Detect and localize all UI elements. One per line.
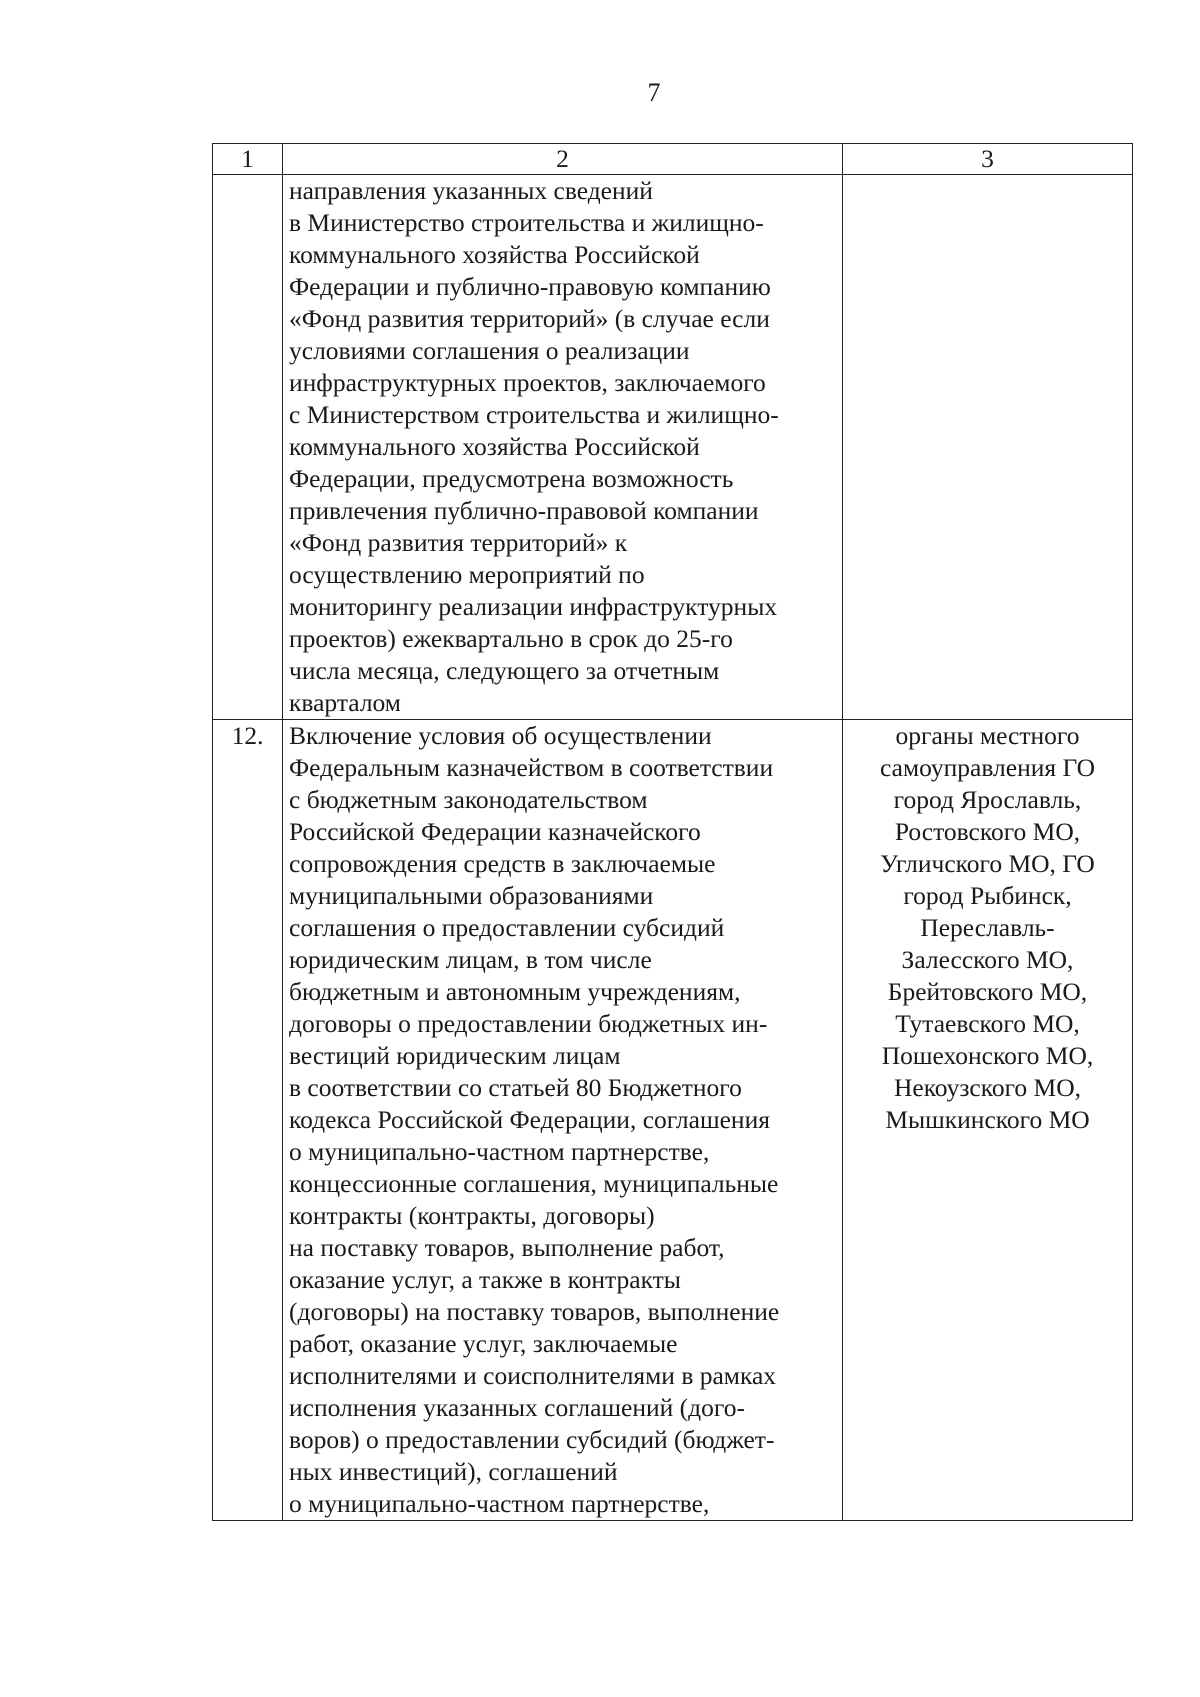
text-line: органы местного <box>895 721 1080 750</box>
text-line: Федеральным казначейством в соответствии <box>289 753 774 782</box>
text-line: вестиций юридическим лицам <box>289 1041 621 1070</box>
text-line: Угличского МО, ГО <box>880 849 1095 878</box>
table-row <box>213 175 1133 720</box>
text-line: «Фонд развития территорий» к <box>289 528 628 557</box>
text-line: Тутаевского МО, <box>895 1009 1080 1038</box>
text-line: Некоузского МО, <box>893 1073 1081 1102</box>
text-line: ных инвестиций), соглашений <box>289 1457 618 1486</box>
text-line: числа месяца, следующего за отчетным <box>289 656 720 685</box>
text-line: бюджетным и автономным учреждениям, <box>289 977 741 1006</box>
row-description-cell <box>283 175 843 720</box>
text-line: Переславль- <box>920 913 1055 942</box>
text-line: исполнения указанных соглашений (дого- <box>289 1393 745 1422</box>
text-line: оказание услуг, а также в контракты <box>289 1265 681 1294</box>
header-cell-1: 1 <box>213 144 283 175</box>
document-table <box>212 143 1133 1521</box>
text-line: Ростовского МО, <box>894 817 1081 846</box>
header-cell-2: 2 <box>283 144 843 175</box>
text-line: Федерации, предусмотрена возможность <box>289 464 734 493</box>
row-number-cell: 12. <box>213 720 283 1521</box>
text-line: кварталом <box>289 688 401 717</box>
page-number: 7 <box>647 78 661 107</box>
text-line: на поставку товаров, выполнение работ, <box>289 1233 725 1262</box>
text-line: город Ярославль, <box>893 785 1082 814</box>
header-cell-3: 3 <box>843 144 1133 175</box>
text-line: «Фонд развития территорий» (в случае если <box>289 304 770 333</box>
text-line: коммунального хозяйства Российской <box>289 432 700 461</box>
text-line: Залесского МО, <box>901 945 1074 974</box>
row-number-cell <box>213 175 283 720</box>
text-line: Брейтовского МО, <box>887 977 1088 1006</box>
text-line: Пошехонского МО, <box>881 1041 1094 1070</box>
text-line: Мышкинского МО <box>885 1105 1090 1134</box>
text-line: Российской Федерации казначейского <box>289 817 701 846</box>
text-line: юридическим лицам, в том числе <box>289 945 652 974</box>
text-line: соглашения о предоставлении субсидий <box>289 913 725 942</box>
text-line: в Министерство строительства и жилищно- <box>289 208 764 237</box>
text-line: исполнителями и соисполнителями в рамках <box>289 1361 777 1390</box>
text-line: о муниципально-частном партнерстве, <box>289 1137 710 1166</box>
text-line: инфраструктурных проектов, заключаемого <box>289 368 766 397</box>
text-line: концессионные соглашения, муниципальные <box>289 1169 779 1198</box>
row-responsible-cell <box>843 175 1133 720</box>
text-line: город Рыбинск, <box>903 881 1072 910</box>
text-line: самоуправления ГО <box>880 753 1095 782</box>
text-line: воров) о предоставлении субсидий (бюджет- <box>289 1425 775 1454</box>
text-line: кодекса Российской Федерации, соглашения <box>289 1105 770 1134</box>
text-line: муниципальными образованиями <box>289 881 654 910</box>
text-line: с бюджетным законодательством <box>289 785 648 814</box>
text-line: Включение условия об осуществлении <box>289 721 712 750</box>
text-line: с Министерством строительства и жилищно- <box>289 400 779 429</box>
text-line: проектов) ежеквартально в срок до 25-го <box>289 624 733 653</box>
row-responsible-cell <box>843 720 1133 1521</box>
text-line: мониторингу реализации инфраструктурных <box>289 592 778 621</box>
text-line: осуществлению мероприятий по <box>289 560 645 589</box>
text-line: о муниципально-частном партнерстве, <box>289 1489 710 1518</box>
text-line: Федерации и публично-правовую компанию <box>289 272 771 301</box>
text-line: привлечения публично-правовой компании <box>289 496 759 525</box>
text-line: в соответствии со статьей 80 Бюджетного <box>289 1073 742 1102</box>
text-line: договоры о предоставлении бюджетных ин- <box>289 1009 768 1038</box>
text-line: коммунального хозяйства Российской <box>289 240 700 269</box>
text-line: сопровождения средств в заключаемые <box>289 849 716 878</box>
row-description-cell <box>283 720 843 1521</box>
text-line: направления указанных сведений <box>289 176 653 205</box>
text-line: работ, оказание услуг, заключаемые <box>289 1329 678 1358</box>
text-line: контракты (контракты, договоры) <box>289 1201 655 1230</box>
table-row <box>213 720 1133 1521</box>
table-header-row <box>213 144 1133 175</box>
text-line: (договоры) на поставку товаров, выполнение <box>289 1297 780 1326</box>
text-line: условиями соглашения о реализации <box>289 336 690 365</box>
